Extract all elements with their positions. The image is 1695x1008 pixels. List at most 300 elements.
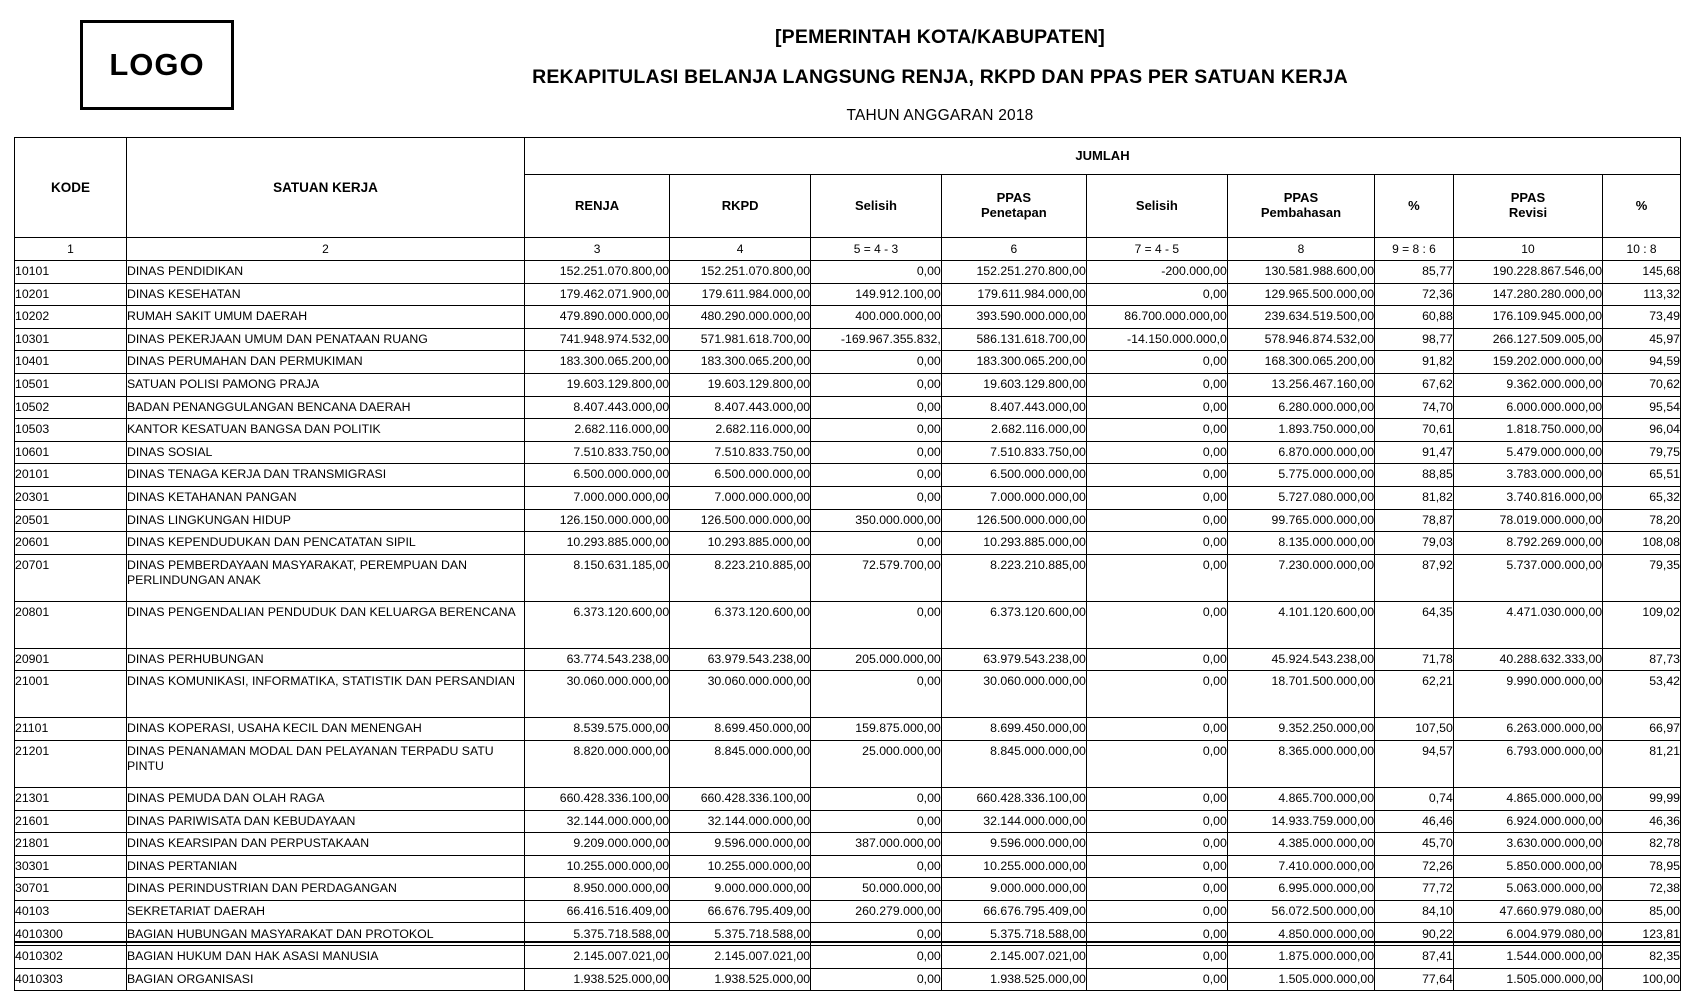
table-row — [15, 396, 1681, 419]
cell-selisih-1: 0,00 — [811, 373, 942, 396]
cell-renja: 183.300.065.200,00 — [525, 351, 670, 374]
cell-rkpd: 2.145.007.021,00 — [670, 946, 811, 969]
cell-kode: 21801 — [15, 833, 127, 856]
cell-ppas-penetapan: 10.293.885.000,00 — [941, 532, 1086, 555]
cell-ppas-pembahasan: 18.701.500.000,00 — [1227, 671, 1374, 718]
colnum-3: 3 — [525, 238, 670, 261]
cell-selisih-1: 0,00 — [811, 419, 942, 442]
table-row — [15, 306, 1681, 329]
cell-kode: 10202 — [15, 306, 127, 329]
cell-renja: 8.950.000.000,00 — [525, 878, 670, 901]
table-row — [15, 532, 1681, 555]
cell-satuan-kerja: DINAS PARIWISATA DAN KEBUDAYAAN — [126, 810, 524, 833]
table-row — [15, 878, 1681, 901]
cell-percent-1: 74,70 — [1375, 396, 1454, 419]
th-ppas-penetapan-line2: Penetapan — [980, 205, 1047, 220]
cell-ppas-penetapan: 393.590.000.000,00 — [941, 306, 1086, 329]
cell-kode: 30701 — [15, 878, 127, 901]
cell-kode: 30301 — [15, 855, 127, 878]
cell-ppas-penetapan: 66.676.795.409,00 — [941, 900, 1086, 923]
table-row — [15, 648, 1681, 671]
table-row — [15, 351, 1681, 374]
cell-satuan-kerja: DINAS PENDIDIKAN — [126, 261, 524, 284]
cell-percent-2: 94,59 — [1603, 351, 1681, 374]
colnum-4: 4 — [670, 238, 811, 261]
cell-satuan-kerja: DINAS PEMUDA DAN OLAH RAGA — [126, 787, 524, 810]
cell-satuan-kerja: DINAS KOMUNIKASI, INFORMATIKA, STATISTIK DAN PERSANDIAN — [126, 671, 524, 718]
cell-ppas-revisi: 9.990.000.000,00 — [1453, 671, 1602, 718]
table-row — [15, 328, 1681, 351]
cell-percent-2: 70,62 — [1603, 373, 1681, 396]
cell-ppas-revisi: 266.127.509.005,00 — [1453, 328, 1602, 351]
table-row — [15, 464, 1681, 487]
cell-satuan-kerja: DINAS PEMBERDAYAAN MASYARAKAT, PEREMPUAN DAN PERLINDUNGAN ANAK — [126, 554, 524, 601]
cell-percent-2: 45,97 — [1603, 328, 1681, 351]
cell-satuan-kerja: DINAS PENANAMAN MODAL DAN PELAYANAN TERPADU SATU PINTU — [126, 740, 524, 787]
cell-selisih-1: 0,00 — [811, 396, 942, 419]
colnum-8: 8 — [1227, 238, 1374, 261]
cell-selisih-1: 149.912.100,00 — [811, 283, 942, 306]
cell-ppas-revisi: 1.544.000.000,00 — [1453, 946, 1602, 969]
cell-renja: 6.373.120.600,00 — [525, 601, 670, 648]
cell-percent-2: 79,75 — [1603, 441, 1681, 464]
cell-percent-2: 123,81 — [1603, 923, 1681, 946]
cell-rkpd: 571.981.618.700,00 — [670, 328, 811, 351]
cell-selisih-1: 0,00 — [811, 810, 942, 833]
cell-kode: 10501 — [15, 373, 127, 396]
th-selisih-2-line1: Selisih — [1135, 197, 1178, 213]
colnum-10: 10 — [1453, 238, 1602, 261]
cell-selisih-2: 0,00 — [1086, 532, 1227, 555]
cell-renja: 2.682.116.000,00 — [525, 419, 670, 442]
cell-renja: 9.209.000.000,00 — [525, 833, 670, 856]
cell-percent-1: 79,03 — [1375, 532, 1454, 555]
cell-rkpd: 152.251.070.800,00 — [670, 261, 811, 284]
cell-rkpd: 63.979.543.238,00 — [670, 648, 811, 671]
cell-percent-2: 109,02 — [1603, 601, 1681, 648]
cell-ppas-penetapan: 660.428.336.100,00 — [941, 787, 1086, 810]
cell-renja: 30.060.000.000,00 — [525, 671, 670, 718]
cell-percent-2: 65,32 — [1603, 486, 1681, 509]
cell-satuan-kerja: RUMAH SAKIT UMUM DAERAH — [126, 306, 524, 329]
cell-selisih-1: 400.000.000,00 — [811, 306, 942, 329]
cell-percent-1: 72,26 — [1375, 855, 1454, 878]
cell-selisih-1: 72.579.700,00 — [811, 554, 942, 601]
cell-ppas-revisi: 5.479.000.000,00 — [1453, 441, 1602, 464]
column-number-row — [15, 238, 1681, 261]
cell-renja: 126.150.000.000,00 — [525, 509, 670, 532]
cell-ppas-revisi: 78.019.000.000,00 — [1453, 509, 1602, 532]
cell-kode: 21301 — [15, 787, 127, 810]
cell-percent-2: 81,21 — [1603, 740, 1681, 787]
cell-selisih-1: 0,00 — [811, 923, 942, 946]
cell-satuan-kerja: DINAS PEKERJAAN UMUM DAN PENATAAN RUANG — [126, 328, 524, 351]
cell-ppas-pembahasan: 6.995.000.000,00 — [1227, 878, 1374, 901]
table-row — [15, 554, 1681, 601]
logo-text: LOGO — [109, 47, 205, 82]
cell-ppas-revisi: 4.865.000.000,00 — [1453, 787, 1602, 810]
cell-selisih-2: 0,00 — [1086, 464, 1227, 487]
cell-satuan-kerja: DINAS KOPERASI, USAHA KECIL DAN MENENGAH — [126, 718, 524, 741]
cell-percent-2: 66,97 — [1603, 718, 1681, 741]
cell-satuan-kerja: KANTOR KESATUAN BANGSA DAN POLITIK — [126, 419, 524, 442]
cell-kode: 10503 — [15, 419, 127, 442]
cell-ppas-pembahasan: 9.352.250.000,00 — [1227, 718, 1374, 741]
cell-rkpd: 183.300.065.200,00 — [670, 351, 811, 374]
cell-selisih-1: 0,00 — [811, 855, 942, 878]
cell-ppas-pembahasan: 130.581.988.600,00 — [1227, 261, 1374, 284]
cell-selisih-2: 0,00 — [1086, 554, 1227, 601]
cell-percent-2: 108,08 — [1603, 532, 1681, 555]
cell-ppas-pembahasan: 1.875.000.000,00 — [1227, 946, 1374, 969]
cell-renja: 32.144.000.000,00 — [525, 810, 670, 833]
government-title: [PEMERINTAH KOTA/KABUPATEN] — [774, 26, 1106, 48]
cell-satuan-kerja: DINAS KESEHATAN — [126, 283, 524, 306]
cell-renja: 5.375.718.588,00 — [525, 923, 670, 946]
th-ppas-penetapan-line1: PPAS — [996, 190, 1032, 206]
cell-ppas-revisi: 190.228.867.546,00 — [1453, 261, 1602, 284]
table-row — [15, 601, 1681, 648]
th-rkpd-line1: RKPD — [721, 197, 759, 213]
th-ppas-pembahasan-line1: PPAS — [1283, 190, 1319, 206]
cell-selisih-1: 0,00 — [811, 532, 942, 555]
cell-kode: 21001 — [15, 671, 127, 718]
cell-percent-1: 90,22 — [1375, 923, 1454, 946]
cell-rkpd: 8.699.450.000,00 — [670, 718, 811, 741]
cell-ppas-revisi: 6.263.000.000,00 — [1453, 718, 1602, 741]
cell-percent-2: 78,20 — [1603, 509, 1681, 532]
cell-ppas-penetapan: 32.144.000.000,00 — [941, 810, 1086, 833]
cell-ppas-penetapan: 8.223.210.885,00 — [941, 554, 1086, 601]
cell-selisih-2: 86.700.000.000,00 — [1086, 306, 1227, 329]
th-ppas-pembahasan-line2: Pembahasan — [1260, 205, 1342, 220]
th-ppas-revisi-line2: Revisi — [1508, 205, 1548, 220]
cell-renja: 660.428.336.100,00 — [525, 787, 670, 810]
cell-satuan-kerja: DINAS LINGKUNGAN HIDUP — [126, 509, 524, 532]
cell-percent-1: 91,82 — [1375, 351, 1454, 374]
cell-satuan-kerja: DINAS KEARSIPAN DAN PERPUSTAKAAN — [126, 833, 524, 856]
cell-selisih-2: 0,00 — [1086, 601, 1227, 648]
cell-ppas-pembahasan: 1.505.000.000,00 — [1227, 968, 1374, 991]
cell-rkpd: 10.293.885.000,00 — [670, 532, 811, 555]
cell-percent-2: 99,99 — [1603, 787, 1681, 810]
cell-kode: 20901 — [15, 648, 127, 671]
cell-percent-2: 85,00 — [1603, 900, 1681, 923]
th-ppas-penetapan — [941, 175, 1086, 238]
cell-ppas-penetapan: 586.131.618.700,00 — [941, 328, 1086, 351]
cell-percent-1: 45,70 — [1375, 833, 1454, 856]
cell-selisih-2: 0,00 — [1086, 671, 1227, 718]
cell-selisih-1: 159.875.000,00 — [811, 718, 942, 741]
cell-renja: 66.416.516.409,00 — [525, 900, 670, 923]
cell-selisih-2: 0,00 — [1086, 833, 1227, 856]
table-row — [15, 946, 1681, 969]
cell-selisih-2: 0,00 — [1086, 509, 1227, 532]
cell-ppas-penetapan: 8.699.450.000,00 — [941, 718, 1086, 741]
cell-selisih-1: 0,00 — [811, 946, 942, 969]
cell-ppas-pembahasan: 7.410.000.000,00 — [1227, 855, 1374, 878]
th-ppas-pembahasan — [1227, 175, 1374, 238]
cell-selisih-2: 0,00 — [1086, 486, 1227, 509]
cell-selisih-1: 260.279.000,00 — [811, 900, 942, 923]
table-row — [15, 740, 1681, 787]
cell-ppas-pembahasan: 5.727.080.000,00 — [1227, 486, 1374, 509]
report-title: REKAPITULASI BELANJA LANGSUNG RENJA, RKPD DAN PPAS PER SATUAN KERJA — [532, 66, 1348, 88]
cell-kode: 21201 — [15, 740, 127, 787]
cell-satuan-kerja: BAGIAN HUKUM DAN HAK ASASI MANUSIA — [126, 946, 524, 969]
cell-percent-1: 70,61 — [1375, 419, 1454, 442]
cell-percent-1: 0,74 — [1375, 787, 1454, 810]
cell-kode: 4010300 — [15, 923, 127, 946]
cell-rkpd: 8.223.210.885,00 — [670, 554, 811, 601]
cell-percent-1: 85,77 — [1375, 261, 1454, 284]
cell-percent-1: 67,62 — [1375, 373, 1454, 396]
cell-renja: 8.150.631.185,00 — [525, 554, 670, 601]
cell-selisih-2: 0,00 — [1086, 441, 1227, 464]
table-row — [15, 787, 1681, 810]
cell-ppas-pembahasan: 45.924.543.238,00 — [1227, 648, 1374, 671]
cell-ppas-revisi: 5.737.000.000,00 — [1453, 554, 1602, 601]
cell-percent-2: 82,78 — [1603, 833, 1681, 856]
cell-percent-1: 71,78 — [1375, 648, 1454, 671]
cell-ppas-pembahasan: 4.101.120.600,00 — [1227, 601, 1374, 648]
th-ppas-revisi — [1453, 175, 1602, 238]
cell-percent-1: 98,77 — [1375, 328, 1454, 351]
cell-ppas-penetapan: 7.000.000.000,00 — [941, 486, 1086, 509]
table-row — [15, 968, 1681, 991]
cell-percent-2: 53,42 — [1603, 671, 1681, 718]
cell-kode: 10401 — [15, 351, 127, 374]
cell-ppas-pembahasan: 5.775.000.000,00 — [1227, 464, 1374, 487]
cell-selisih-1: 0,00 — [811, 464, 942, 487]
cell-rkpd: 9.000.000.000,00 — [670, 878, 811, 901]
cell-renja: 10.293.885.000,00 — [525, 532, 670, 555]
cell-selisih-2: 0,00 — [1086, 900, 1227, 923]
th-selisih-1 — [811, 175, 942, 238]
colnum-2: 2 — [126, 238, 524, 261]
cell-percent-2: 96,04 — [1603, 419, 1681, 442]
cell-ppas-pembahasan: 6.280.000.000,00 — [1227, 396, 1374, 419]
cell-rkpd: 6.500.000.000,00 — [670, 464, 811, 487]
cell-selisih-1: 0,00 — [811, 351, 942, 374]
cell-renja: 152.251.070.800,00 — [525, 261, 670, 284]
cell-rkpd: 2.682.116.000,00 — [670, 419, 811, 442]
colnum-5: 5 = 4 - 3 — [811, 238, 942, 261]
cell-ppas-revisi: 6.924.000.000,00 — [1453, 810, 1602, 833]
cell-ppas-revisi: 6.000.000.000,00 — [1453, 396, 1602, 419]
cell-percent-1: 84,10 — [1375, 900, 1454, 923]
colnum-11: 10 : 8 — [1603, 238, 1681, 261]
cell-ppas-pembahasan: 8.365.000.000,00 — [1227, 740, 1374, 787]
cell-selisih-1: 0,00 — [811, 787, 942, 810]
th-selisih-1-line1: Selisih — [854, 197, 897, 213]
cell-selisih-1: -169.967.355.832, — [811, 328, 942, 351]
cell-renja: 63.774.543.238,00 — [525, 648, 670, 671]
table-row — [15, 486, 1681, 509]
cell-kode: 20301 — [15, 486, 127, 509]
table-row — [15, 900, 1681, 923]
cell-kode: 4010302 — [15, 946, 127, 969]
th-percent-1-line1: % — [1408, 197, 1420, 213]
cell-renja: 7.510.833.750,00 — [525, 441, 670, 464]
cell-percent-1: 72,36 — [1375, 283, 1454, 306]
cell-ppas-pembahasan: 99.765.000.000,00 — [1227, 509, 1374, 532]
cell-renja: 2.145.007.021,00 — [525, 946, 670, 969]
cell-ppas-penetapan: 6.373.120.600,00 — [941, 601, 1086, 648]
cell-selisih-2: -14.150.000.000,0 — [1086, 328, 1227, 351]
th-rkpd — [670, 175, 811, 238]
colnum-7: 7 = 4 - 5 — [1086, 238, 1227, 261]
cell-ppas-revisi: 8.792.269.000,00 — [1453, 532, 1602, 555]
cell-percent-2: 73,49 — [1603, 306, 1681, 329]
cell-ppas-revisi: 147.280.280.000,00 — [1453, 283, 1602, 306]
cell-kode: 20801 — [15, 601, 127, 648]
cell-ppas-revisi: 6.004.979.080,00 — [1453, 923, 1602, 946]
cell-ppas-penetapan: 8.845.000.000,00 — [941, 740, 1086, 787]
cell-ppas-pembahasan: 56.072.500.000,00 — [1227, 900, 1374, 923]
colnum-1: 1 — [15, 238, 127, 261]
cell-rkpd: 126.500.000.000,00 — [670, 509, 811, 532]
cell-selisih-1: 0,00 — [811, 968, 942, 991]
cell-rkpd: 8.407.443.000,00 — [670, 396, 811, 419]
cell-ppas-penetapan: 63.979.543.238,00 — [941, 648, 1086, 671]
cell-percent-1: 64,35 — [1375, 601, 1454, 648]
cell-percent-1: 94,57 — [1375, 740, 1454, 787]
recap-table — [14, 137, 1681, 991]
cell-percent-1: 78,87 — [1375, 509, 1454, 532]
cell-renja: 6.500.000.000,00 — [525, 464, 670, 487]
cell-ppas-revisi: 5.850.000.000,00 — [1453, 855, 1602, 878]
cell-selisih-1: 0,00 — [811, 261, 942, 284]
cell-ppas-revisi: 176.109.945.000,00 — [1453, 306, 1602, 329]
cell-selisih-2: -200.000,00 — [1086, 261, 1227, 284]
cell-satuan-kerja: BADAN PENANGGULANGAN BENCANA DAERAH — [126, 396, 524, 419]
cell-kode: 10502 — [15, 396, 127, 419]
cell-selisih-2: 0,00 — [1086, 396, 1227, 419]
cell-rkpd: 179.611.984.000,00 — [670, 283, 811, 306]
cell-ppas-pembahasan: 239.634.519.500,00 — [1227, 306, 1374, 329]
cell-rkpd: 7.510.833.750,00 — [670, 441, 811, 464]
cell-renja: 8.407.443.000,00 — [525, 396, 670, 419]
document-header — [0, 0, 1695, 130]
cell-ppas-pembahasan: 578.946.874.532,00 — [1227, 328, 1374, 351]
table-row — [15, 718, 1681, 741]
cell-renja: 10.255.000.000,00 — [525, 855, 670, 878]
cell-percent-2: 95,54 — [1603, 396, 1681, 419]
table-row — [15, 261, 1681, 284]
cell-ppas-revisi: 5.063.000.000,00 — [1453, 878, 1602, 901]
cell-selisih-1: 0,00 — [811, 441, 942, 464]
cell-satuan-kerja: DINAS KEPENDUDUKAN DAN PENCATATAN SIPIL — [126, 532, 524, 555]
cell-satuan-kerja: DINAS PENGENDALIAN PENDUDUK DAN KELUARGA BERENCANA — [126, 601, 524, 648]
cell-selisih-2: 0,00 — [1086, 419, 1227, 442]
cell-renja: 179.462.071.900,00 — [525, 283, 670, 306]
cell-percent-1: 107,50 — [1375, 718, 1454, 741]
th-percent-2-line1: % — [1635, 197, 1648, 213]
cell-ppas-revisi: 6.793.000.000,00 — [1453, 740, 1602, 787]
cell-ppas-pembahasan: 8.135.000.000,00 — [1227, 532, 1374, 555]
cell-ppas-penetapan: 126.500.000.000,00 — [941, 509, 1086, 532]
th-satuan-kerja: SATUAN KERJA — [126, 138, 524, 238]
table-row — [15, 833, 1681, 856]
cell-ppas-penetapan: 183.300.065.200,00 — [941, 351, 1086, 374]
cell-renja: 1.938.525.000,00 — [525, 968, 670, 991]
table-row — [15, 855, 1681, 878]
cell-satuan-kerja: DINAS PERTANIAN — [126, 855, 524, 878]
th-renja — [525, 175, 670, 238]
cell-selisih-2: 0,00 — [1086, 878, 1227, 901]
cell-satuan-kerja: DINAS SOSIAL — [126, 441, 524, 464]
cell-kode: 20101 — [15, 464, 127, 487]
table-row — [15, 509, 1681, 532]
cell-satuan-kerja: DINAS PERUMAHAN DAN PERMUKIMAN — [126, 351, 524, 374]
cell-selisih-2: 0,00 — [1086, 351, 1227, 374]
cell-ppas-penetapan: 6.500.000.000,00 — [941, 464, 1086, 487]
cell-rkpd: 8.845.000.000,00 — [670, 740, 811, 787]
cell-rkpd: 10.255.000.000,00 — [670, 855, 811, 878]
cell-renja: 7.000.000.000,00 — [525, 486, 670, 509]
cell-satuan-kerja: DINAS PERINDUSTRIAN DAN PERDAGANGAN — [126, 878, 524, 901]
cell-ppas-revisi: 159.202.000.000,00 — [1453, 351, 1602, 374]
cell-selisih-2: 0,00 — [1086, 648, 1227, 671]
cell-selisih-2: 0,00 — [1086, 923, 1227, 946]
cell-satuan-kerja: DINAS PERHUBUNGAN — [126, 648, 524, 671]
cell-kode: 10301 — [15, 328, 127, 351]
cell-selisih-2: 0,00 — [1086, 946, 1227, 969]
cell-kode: 40103 — [15, 900, 127, 923]
cell-ppas-revisi: 4.471.030.000,00 — [1453, 601, 1602, 648]
cell-rkpd: 19.603.129.800,00 — [670, 373, 811, 396]
cell-ppas-penetapan: 30.060.000.000,00 — [941, 671, 1086, 718]
cell-rkpd: 32.144.000.000,00 — [670, 810, 811, 833]
cell-percent-2: 145,68 — [1603, 261, 1681, 284]
cell-ppas-revisi: 3.630.000.000,00 — [1453, 833, 1602, 856]
cell-ppas-pembahasan: 129.965.500.000,00 — [1227, 283, 1374, 306]
cell-ppas-revisi: 1.818.750.000,00 — [1453, 419, 1602, 442]
table-bottom-rule — [14, 941, 1681, 943]
cell-ppas-revisi: 40.288.632.333,00 — [1453, 648, 1602, 671]
cell-selisih-1: 350.000.000,00 — [811, 509, 942, 532]
cell-kode: 20601 — [15, 532, 127, 555]
cell-kode: 10601 — [15, 441, 127, 464]
th-kode: KODE — [15, 138, 127, 238]
cell-ppas-penetapan: 9.596.000.000,00 — [941, 833, 1086, 856]
cell-rkpd: 1.938.525.000,00 — [670, 968, 811, 991]
th-renja-line1: RENJA — [575, 197, 620, 213]
cell-selisih-2: 0,00 — [1086, 718, 1227, 741]
header-row-group — [15, 138, 1681, 175]
th-ppas-revisi-line1: PPAS — [1510, 190, 1546, 206]
cell-renja: 479.890.000.000,00 — [525, 306, 670, 329]
cell-ppas-penetapan: 152.251.270.800,00 — [941, 261, 1086, 284]
cell-kode: 21601 — [15, 810, 127, 833]
table-head — [15, 138, 1681, 261]
cell-satuan-kerja: BAGIAN ORGANISASI — [126, 968, 524, 991]
cell-percent-2: 65,51 — [1603, 464, 1681, 487]
cell-ppas-penetapan: 2.145.007.021,00 — [941, 946, 1086, 969]
cell-percent-2: 72,38 — [1603, 878, 1681, 901]
cell-selisih-1: 0,00 — [811, 601, 942, 648]
colnum-9: 9 = 8 : 6 — [1375, 238, 1454, 261]
table-row — [15, 283, 1681, 306]
cell-ppas-penetapan: 1.938.525.000,00 — [941, 968, 1086, 991]
cell-ppas-pembahasan: 6.870.000.000,00 — [1227, 441, 1374, 464]
table-body — [15, 261, 1681, 991]
th-selisih-2 — [1086, 175, 1227, 238]
fiscal-year-subtitle: TAHUN ANGGARAN 2018 — [846, 107, 1034, 124]
cell-ppas-pembahasan: 1.893.750.000,00 — [1227, 419, 1374, 442]
cell-ppas-pembahasan: 13.256.467.160,00 — [1227, 373, 1374, 396]
